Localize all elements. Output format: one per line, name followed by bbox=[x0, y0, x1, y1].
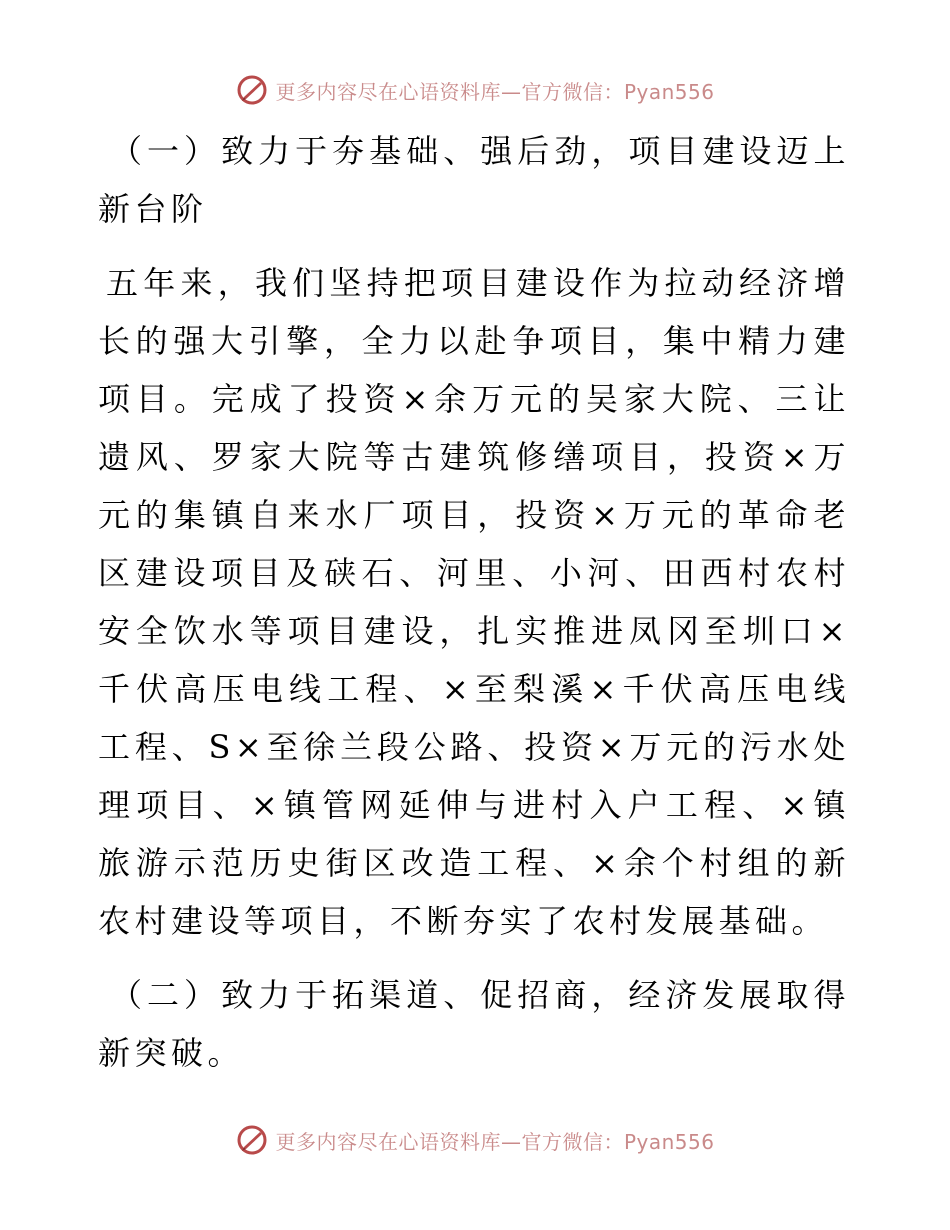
pen-circle-logo-icon bbox=[235, 73, 269, 107]
header-watermark-inner bbox=[235, 73, 714, 107]
section-heading-2: （二）致力于拓渠道、促招商，经济发展取得新突破。 bbox=[98, 976, 850, 1072]
footer-watermark-inner bbox=[235, 1123, 714, 1157]
document-body bbox=[98, 122, 850, 1082]
section-heading-1: （一）致力于夯基础、强后劲，项目建设迈上新台阶 bbox=[98, 132, 850, 228]
body-paragraph-1: 五年来，我们坚持把项目建设作为拉动经济增长的强大引擎，全力以赴争项目，集中精力建项目。完成了投资×余万元的吴家大院、三让遗风、罗家大院等古建筑修缮项目，投资×万元的集镇自来水厂项目，投资×万元的革命老区建设项目及硖石、河里、小河、田西村农村安全饮水等项目建设，扎实推进凤冈至圳口×千伏高压电线工程、×至梨溪×千伏高压电线工程、S×至徐兰段公路、投资×万元的污水处理项目、×镇管网延伸与进村入户工程、×镇旅游示范历史街区改造工程、×余个村组的新农村建设等项目，不断夯实了农村发展基础。 bbox=[98, 264, 850, 940]
pen-circle-logo-icon bbox=[235, 1123, 269, 1157]
watermark-text: 更多内容尽在心语资料库—官方微信：Pyan556 bbox=[275, 79, 715, 104]
watermark-text: 更多内容尽在心语资料库—官方微信：Pyan556 bbox=[275, 1129, 715, 1154]
header-watermark bbox=[0, 68, 950, 112]
footer-watermark bbox=[0, 1118, 950, 1162]
